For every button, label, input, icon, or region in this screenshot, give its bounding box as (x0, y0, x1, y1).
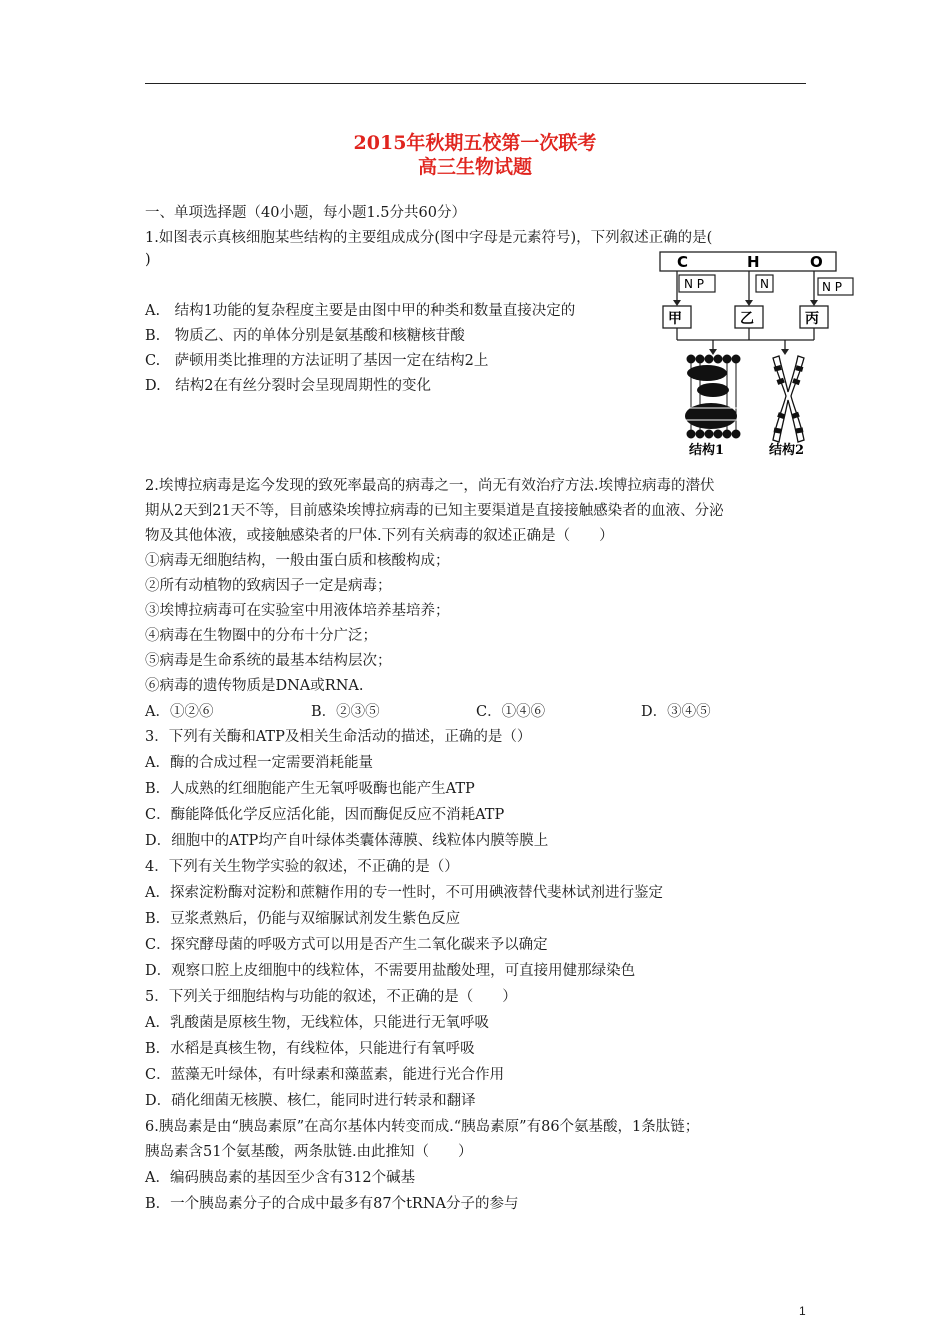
q1-stem-line2: ) (145, 252, 151, 268)
membrane-illustration (685, 355, 740, 438)
exam-subtitle: 高三生物试题 (417, 156, 532, 178)
q2-item-4: ④病毒在生物圈中的分布十分广泛； (145, 628, 377, 644)
substance-yi: 乙 (740, 311, 754, 327)
q2-item-2: ②所有动植物的致病因子一定是病毒； (145, 578, 392, 594)
q2-stem-line3: 物及其他体液，或接触感染者的尸体.下列有关病毒的叙述正确是（ ） (145, 528, 614, 544)
q2-option-b: B．②③⑤ (311, 704, 380, 720)
q5-option-d: D．硝化细菌无核膜、核仁，能同时进行转录和翻译 (145, 1093, 476, 1109)
label-structure-1: 结构1 (689, 443, 725, 458)
q6-option-a: A．编码胰岛素的基因至少含有312个碱基 (145, 1170, 416, 1186)
q3-stem: 3．下列有关酶和ATP及相关生命活动的描述，正确的是（） (145, 729, 532, 745)
element-box-left: N P (684, 277, 705, 291)
q4-stem: 4．下列有关生物学实验的叙述，不正确的是（） (145, 859, 459, 875)
q1-option-a: A. 结构1功能的复杂程度主要是由图中甲的种类和数量直接决定的 (145, 303, 576, 319)
q2-stem-line1: 2.埃博拉病毒是迄今发现的致死率最高的病毒之一，尚无有效治疗方法.埃博拉病毒的潜伏 (145, 478, 715, 494)
q1-structure-diagram (655, 248, 855, 462)
q2-stem-line2: 期从2天到21天不等，目前感染埃博拉病毒的已知主要渠道是直接接触感染者的血液、分泌 (145, 503, 724, 519)
page-number: 1 (799, 1304, 806, 1318)
q1-option-c: C. 萨顿用类比推理的方法证明了基因一定在结构2上 (145, 353, 489, 369)
q2-option-a: A．①②⑥ (145, 704, 214, 720)
q3-option-b: B．人成熟的红细胞能产生无氧呼吸酶也能产生ATP (145, 781, 475, 797)
q6-stem-line2: 胰岛素含51个氨基酸，两条肽链.由此推知（ ） (145, 1144, 473, 1160)
section-heading: 一、单项选择题（40小题，每小题1.5分共60分） (145, 205, 466, 221)
header-rule (145, 83, 806, 84)
q1-option-b: B. 物质乙、丙的单体分别是氨基酸和核糖核苷酸 (145, 328, 465, 344)
q4-option-a: A．探索淀粉酶对淀粉和蔗糖作用的专一性时，不可用碘液替代斐林试剂进行鉴定 (145, 885, 663, 901)
q6-option-b: B．一个胰岛素分子的合成中最多有87个tRNA分子的参与 (145, 1196, 519, 1212)
element-box-mid: N (760, 277, 769, 291)
q4-option-b: B．豆浆煮熟后，仍能与双缩脲试剂发生紫色反应 (145, 911, 461, 927)
element-o: O (810, 253, 823, 271)
q2-option-d: D．③④⑤ (641, 704, 711, 720)
q5-option-b: B．水稻是真核生物，有线粒体，只能进行有氧呼吸 (145, 1041, 475, 1057)
element-c: C (677, 253, 689, 271)
q5-stem: 5．下列关于细胞结构与功能的叙述，不正确的是（ ） (145, 989, 517, 1005)
q5-option-a: A．乳酸菌是原核生物，无线粒体，只能进行无氧呼吸 (145, 1015, 489, 1031)
q2-item-6: ⑥病毒的遗传物质是DNA或RNA. (145, 678, 364, 694)
q5-option-c: C．蓝藻无叶绿体，有叶绿素和藻蓝素，能进行光合作用 (145, 1067, 505, 1083)
q3-option-c: C．酶能降低化学反应活化能，因而酶促反应不消耗ATP (145, 807, 505, 823)
exam-title: 2015年秋期五校第一次联考 (353, 132, 597, 154)
chromosome-illustration (773, 356, 804, 442)
q2-item-1: ①病毒无细胞结构，一般由蛋白质和核酸构成； (145, 553, 450, 569)
q4-option-c: C．探究酵母菌的呼吸方式可以用是否产生二氧化碳来予以确定 (145, 937, 548, 953)
substance-jia: 甲 (668, 311, 682, 327)
q3-option-a: A．酶的合成过程一定需要消耗能量 (145, 755, 373, 771)
element-box-right: N P (822, 280, 843, 294)
q4-option-d: D．观察口腔上皮细胞中的线粒体，不需要用盐酸处理，可直接用健那绿染色 (145, 963, 636, 979)
q6-stem-line1: 6.胰岛素是由“胰岛素原”在高尔基体内转变而成.“胰岛素原”有86个氨基酸，1条肽链； (145, 1119, 700, 1135)
q2-option-c: C．①④⑥ (476, 704, 546, 720)
q2-item-3: ③埃博拉病毒可在实验室中用液体培养基培养； (145, 603, 450, 619)
substance-bing: 丙 (805, 311, 819, 327)
q2-item-5: ⑤病毒是生命系统的最基本结构层次； (145, 653, 392, 669)
q3-option-d: D．细胞中的ATP均产自叶绿体类囊体薄膜、线粒体内膜等膜上 (145, 833, 549, 849)
element-h: H (747, 253, 760, 271)
label-structure-2: 结构2 (769, 443, 805, 458)
q1-option-d: D. 结构2在有丝分裂时会呈现周期性的变化 (145, 378, 431, 394)
q1-stem-line1: 1.如图表示真核细胞某些结构的主要组成成分(图中字母是元素符号)，下列叙述正确的是( (145, 230, 713, 246)
